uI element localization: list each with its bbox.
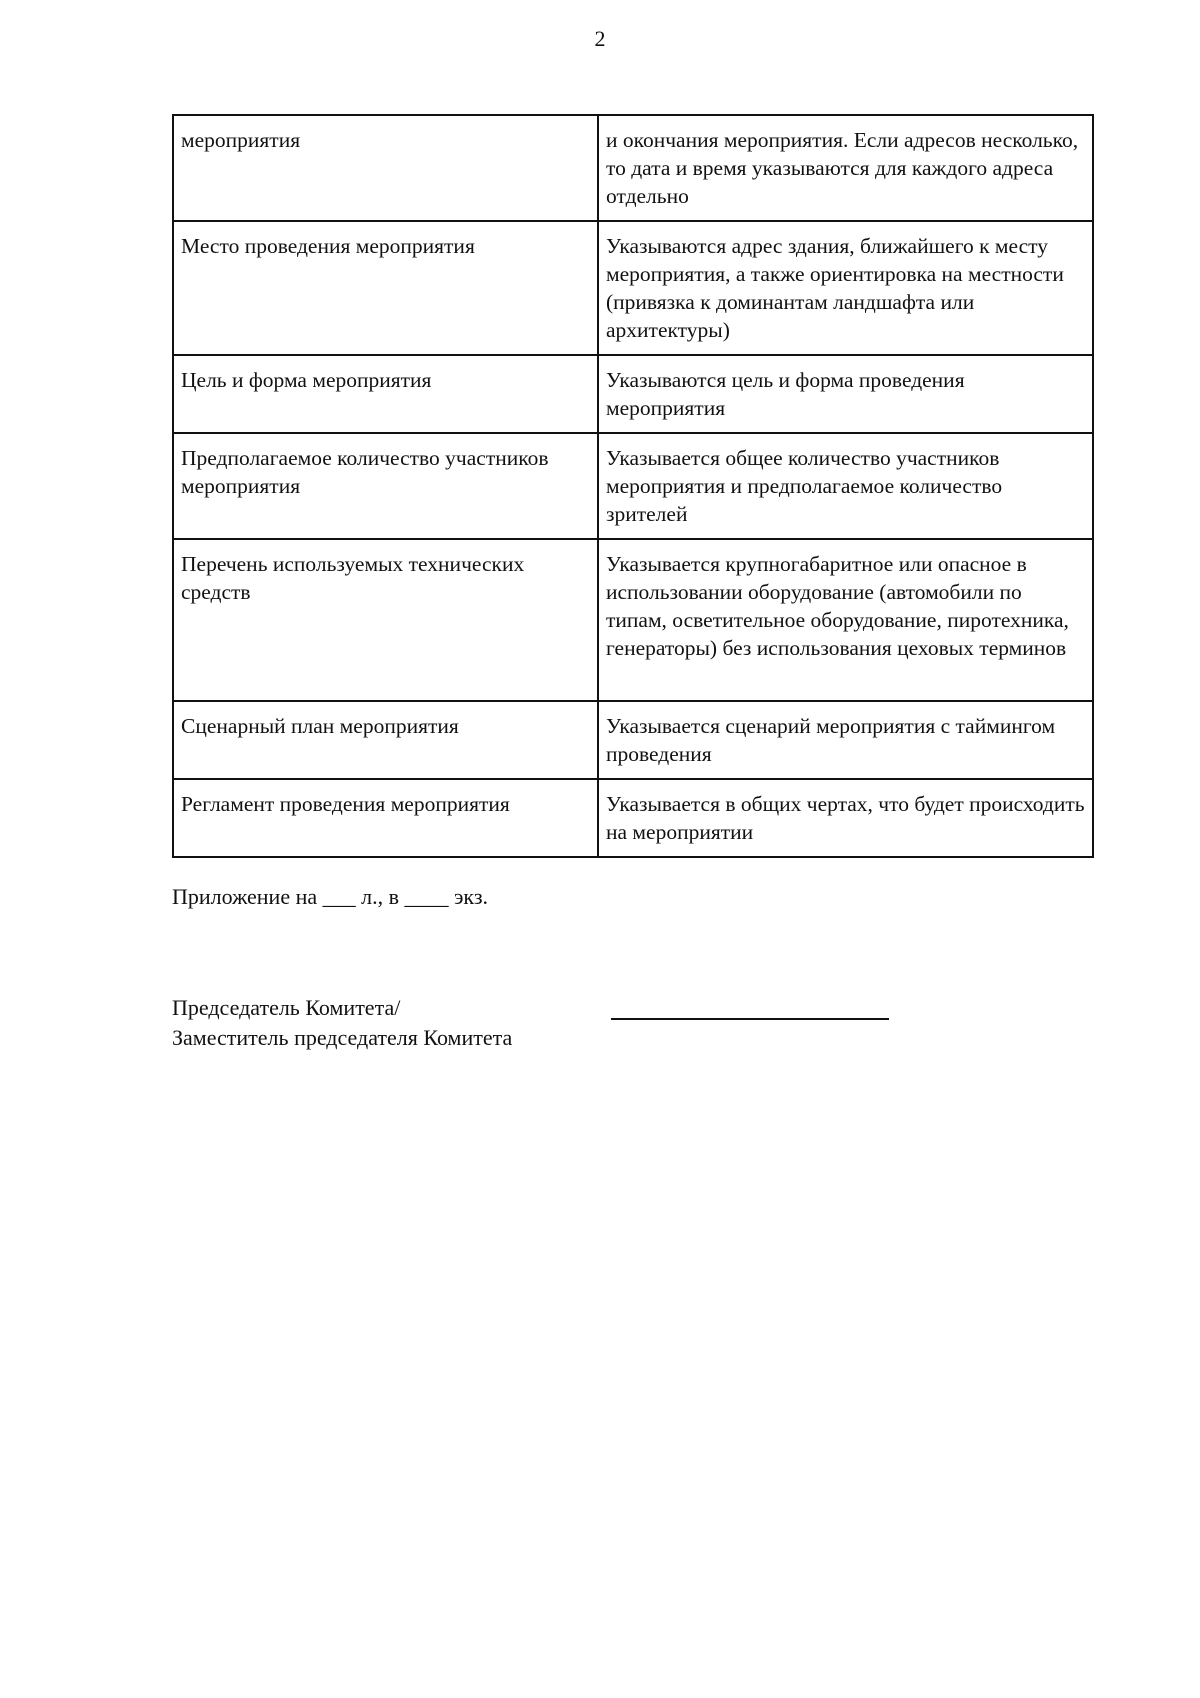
table-row [173, 115, 1093, 221]
table-row [173, 433, 1093, 539]
signer-title-line1: Председатель Комитета/ [172, 995, 401, 1020]
row-label: Место проведения мероприятия [173, 221, 598, 355]
table-row [173, 539, 1093, 701]
row-description: Указываются цель и форма проведения мероприятия [598, 355, 1093, 433]
row-description: Указывается общее количество участников мероприятия и предполагаемое количество зрителей [598, 433, 1093, 539]
signature-line [611, 1018, 889, 1020]
row-description: Указывается в общих чертах, что будет происходить на мероприятии [598, 779, 1093, 857]
row-description: Указывается крупногабаритное или опасное в использовании оборудование (автомобили по типам, осветительное оборудование, пиротехника, генераторы) без использования цеховых терминов [598, 539, 1093, 701]
row-label: Перечень используемых технических средств [173, 539, 598, 701]
signature-block [172, 993, 512, 1053]
table-row [173, 701, 1093, 779]
page-number: 2 [594, 26, 606, 51]
row-label: Цель и форма мероприятия [173, 355, 598, 433]
table-row [173, 355, 1093, 433]
row-label: Сценарный план мероприятия [173, 701, 598, 779]
table-row [173, 221, 1093, 355]
row-description: Указываются адрес здания, ближайшего к месту мероприятия, а также ориентировка на местности (привязка к доминантам ландшафта или архитектуры) [598, 221, 1093, 355]
row-description: и окончания мероприятия. Если адресов несколько, то дата и время указываются для каждого адреса отдельно [598, 115, 1093, 221]
row-label: мероприятия [173, 115, 598, 221]
row-description: Указывается сценарий мероприятия с таймингом проведения [598, 701, 1093, 779]
event-info-table [172, 114, 1094, 858]
table-row [173, 779, 1093, 857]
row-label: Предполагаемое количество участников мероприятия [173, 433, 598, 539]
appendix-note: Приложение на ___ л., в ____ экз. [172, 884, 489, 909]
row-label: Регламент проведения мероприятия [173, 779, 598, 857]
signer-title-line2: Заместитель председателя Комитета [172, 1025, 513, 1050]
